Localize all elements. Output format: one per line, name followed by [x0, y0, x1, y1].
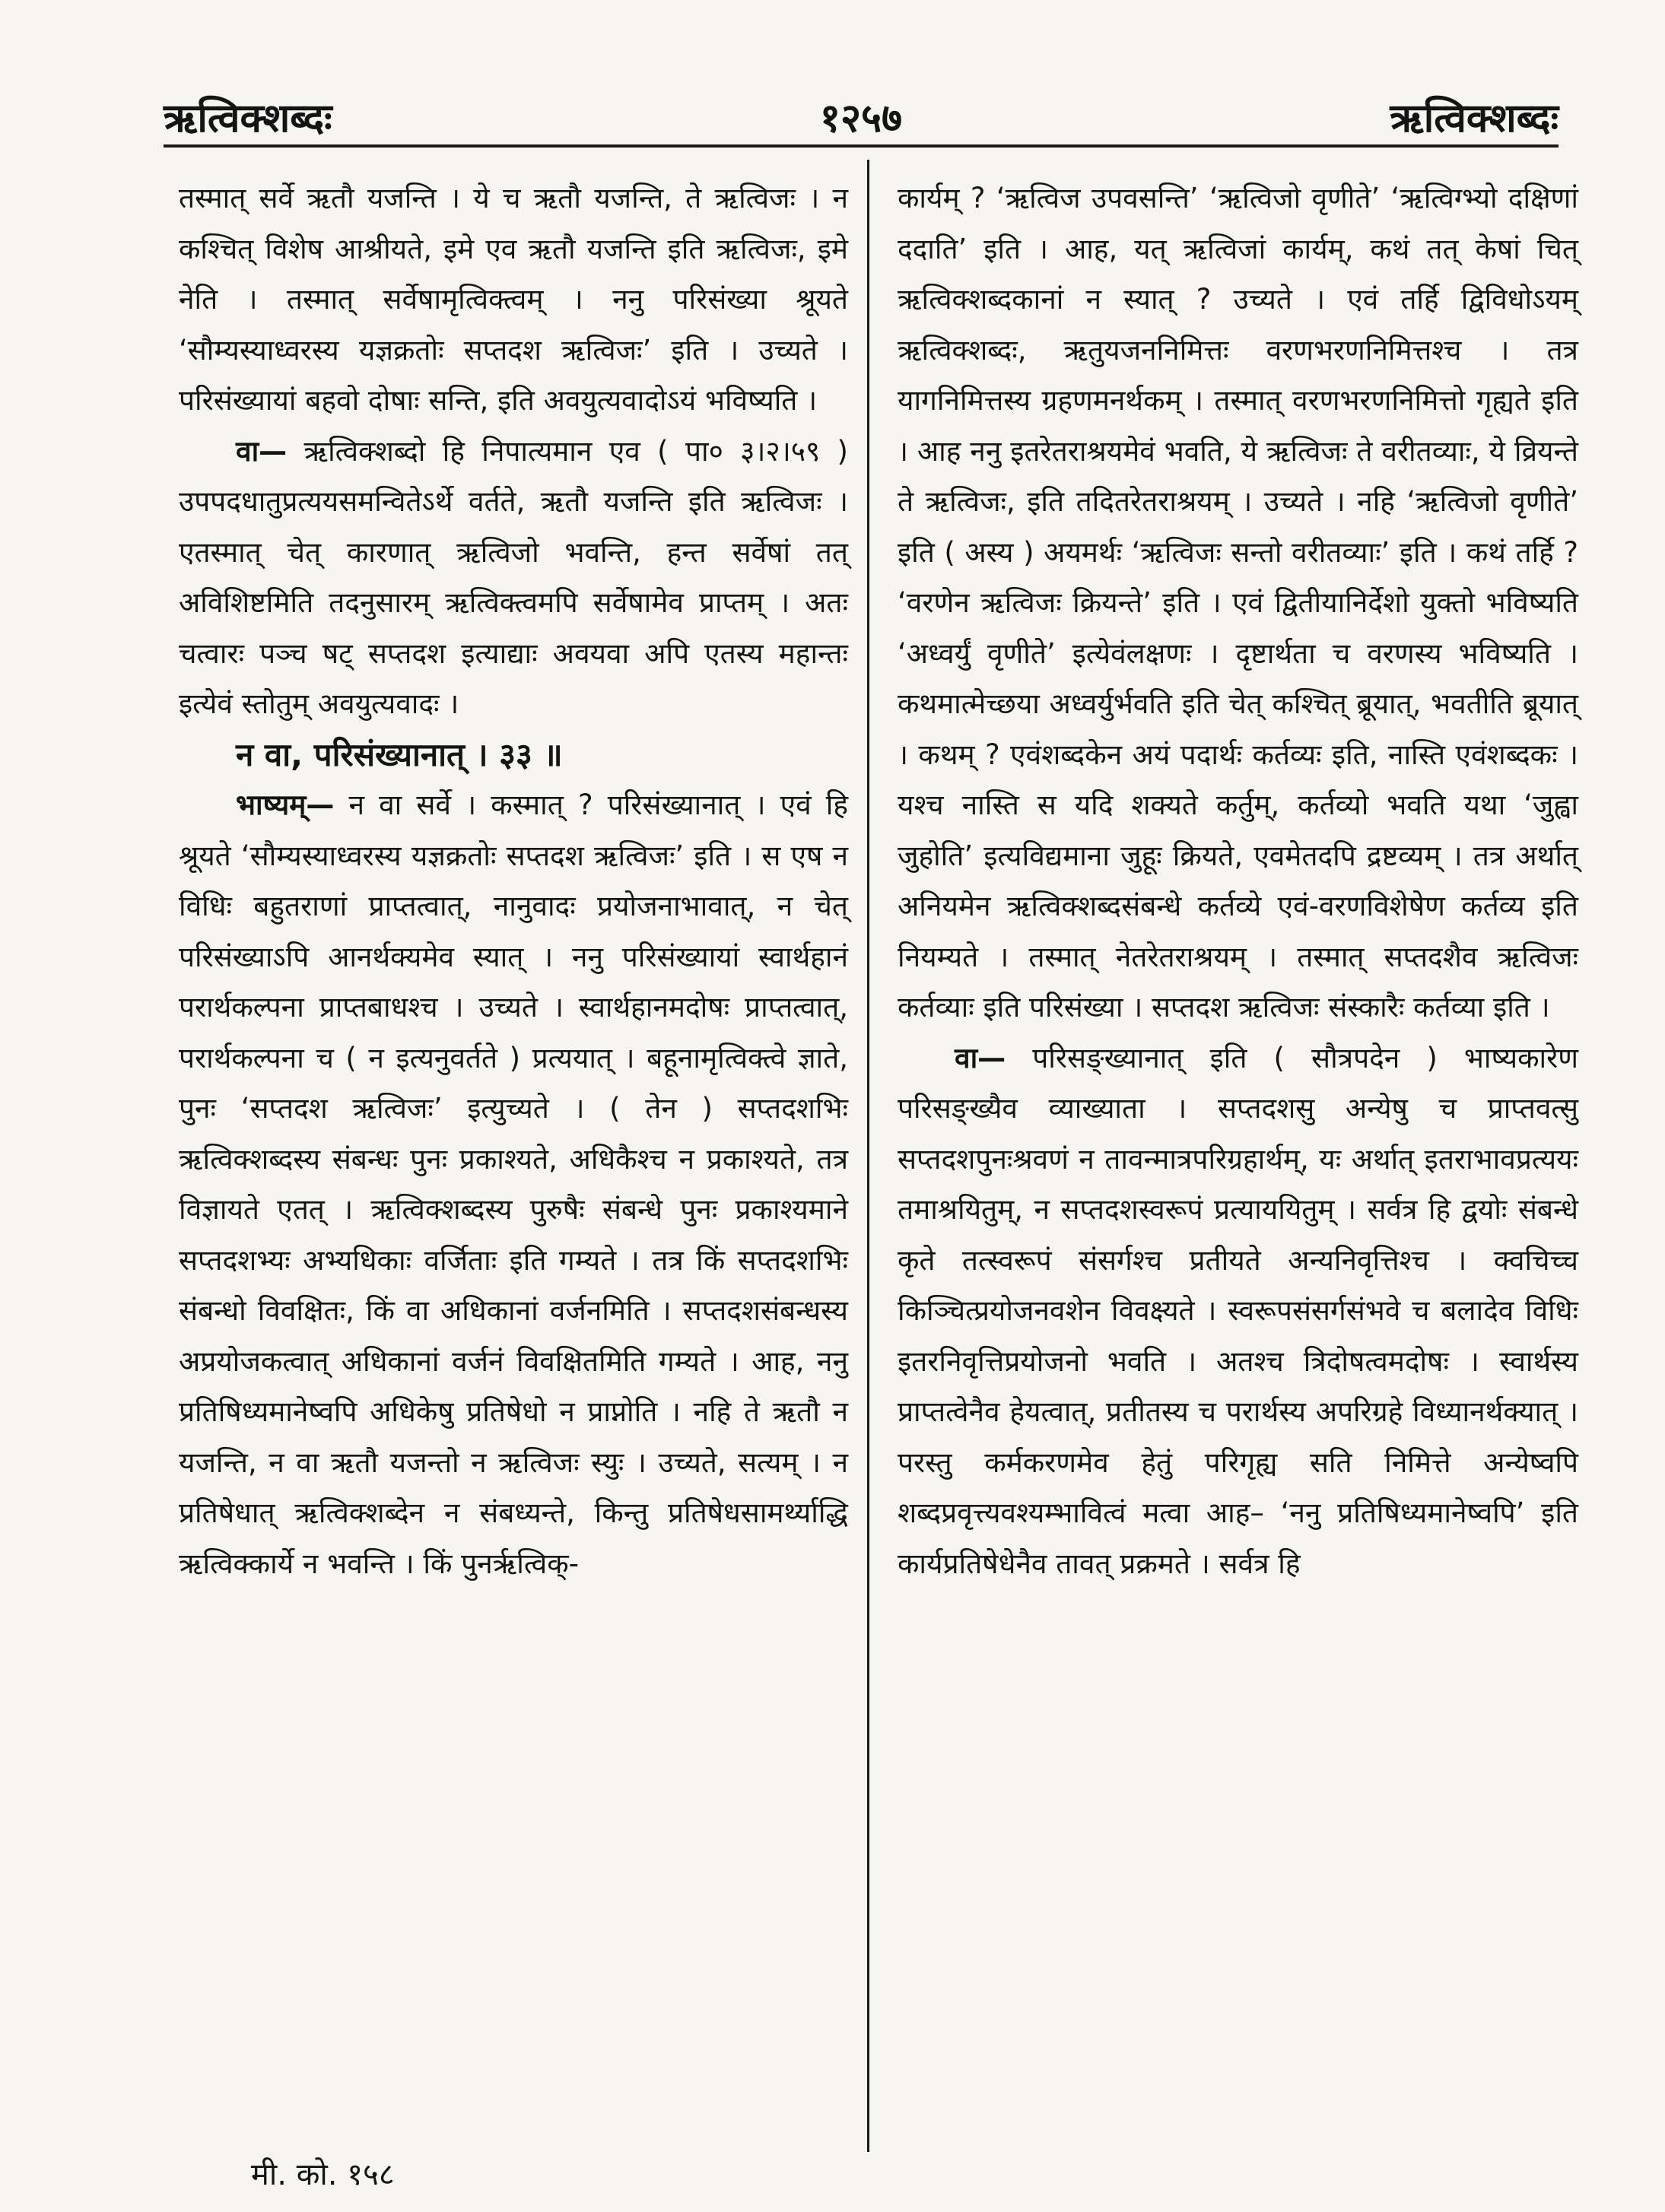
paragraph-text: न वा सर्वे । कस्मात् ? परिसंख्यानात् । एवं हि श्रूयते ‘सौम्यस्याध्वरस्य यज्ञक्रतोः सप्तदश ऋत्विजः’ इति । स एष न विधिः बहुतराणां प्राप्तत्वात्, नानुवादः प्रयोजनाभावात्, न चेत् परिसंख्याऽपि आनर्थक्यमेव स्यात् । ननु परिसंख्यायां स्वार्थहानं परार्थकल्पना प्राप्तबाधश्च । उच्यते । स्वार्थहानमदोषः प्राप्तत्वात्, परार्थकल्पना च ( न इत्यनुवर्तते ) प्रत्ययात् । बहूनामृत्विक्त्वे ज्ञाते, पुनः ‘सप्तदश ऋत्विजः’ इत्युच्यते । ( तेन ) सप्तदशभिः ऋत्विक्शब्दस्य संबन्धः पुनः प्रकाश्यते, अधिकैश्च न प्रकाश्यते, तत्र विज्ञायते एतत् । ऋत्विक्शब्दस्य पुरुषैः संबन्धे पुनः प्रकाश्यमाने सप्तदशभ्यः अभ्यधिकाः वर्जिताः इति गम्यते । तत्र किं सप्तदशभिः संबन्धो विवक्षितः, किं वा अधिकानां वर्जनमिति । सप्तदशसंबन्धस्य अप्रयोजकत्वात् अधिकानां वर्जनं विवक्षितमिति गम्यते । आह, ननु प्रतिषिध्यमानेष्वपि अधिकेषु प्रतिषेधो न प्राप्नोति । नहि ते ऋतौ न यजन्ति, न वा ऋतौ यजन्तो न ऋत्विजः स्युः । उच्यते, सत्यम् । न प्रतिषेधात् ऋत्विक्शब्देन न संबध्यन्ते, किन्तु प्रतिषेधसामर्थ्याद्धि ऋत्विक्कार्ये न भवन्ति । किं पुनर्ऋत्विक्- [179, 789, 848, 1580]
paragraph [179, 173, 848, 427]
paragraph [898, 1033, 1578, 1590]
page-number: १२५७ [819, 96, 903, 141]
paragraph [179, 427, 848, 730]
paragraph-text: परिसङ्ख्यानात् इति ( सौत्रपदेन ) भाष्यकारेण परिसङ्ख्यैव व्याख्याता । सप्तदशसु अन्येषु च प्राप्तवत्सु सप्तदशपुनःश्रवणं न तावन्मात्रपरिग्रहार्थम्, यः अर्थात् इतराभावप्रत्ययः तमाश्रयितुम्, न सप्तदशस्वरूपं प्रत्याययितुम् । सर्वत्र हि द्वयोः संबन्धे कृते तत्स्वरूपं संसर्गश्च प्रतीयते अन्यनिवृत्तिश्च । क्वचिच्च किञ्चित्प्रयोजनवशेन विवक्ष्यते । स्वरूपसंसर्गसंभवे च बलादेव विधिः इतरनिवृत्तिप्रयोजनो भवति । अतश्च त्रिदोषत्वमदोषः । स्वार्थस्य प्राप्तत्वेनैव हेयत्वात्, प्रतीतस्य च परार्थस्य अपरिग्रहे विध्यानर्थक्यात् । परस्तु कर्मकरणमेव हेतुं परिगृह्य सति निमित्ते अन्येष्वपि शब्दप्रवृत्त्यवश्यम्भावित्वं मत्वा आह– ‘ननु प्रतिषिध्यमानेष्वपि’ इति कार्यप्रतिषेधेनैव तावत् प्रक्रमते । सर्वत्र हि [898, 1041, 1578, 1580]
paragraph-text: न वा, परिसंख्यानात् । ३३ ॥ [236, 735, 563, 773]
paragraph-text: तस्मात् सर्वे ऋतौ यजन्ति । ये च ऋतौ यजन्ति, ते ऋत्विजः । न कश्चित् विशेष आश्रीयते, इमे एव ऋतौ यजन्ति इति ऋत्विजः, इमे नेति । तस्मात् सर्वेषामृत्विक्त्वम् । ननु परिसंख्या श्रूयते ‘सौम्यस्याध्वरस्य यज्ञक्रतोः सप्तदश ऋत्विजः’ इति । उच्यते । परिसंख्यायां बहवो दोषाः सन्ति, इति अवयुत्यवादोऽयं भविष्यति । [179, 182, 848, 417]
paragraph [179, 780, 848, 1589]
paragraph-label: वा— [955, 1041, 1006, 1074]
column-divider [867, 160, 869, 2152]
paragraph-text: ऋत्विक्शब्दो हि निपात्यमान एव ( पा० ३।२।५९ ) उपपदधातुप्रत्ययसमन्वितेऽर्थे वर्तते, ऋतौ यजन्ति इति ऋत्विजः । एतस्मात् चेत् कारणात् ऋत्विजो भवन्ति, हन्त सर्वेषां तत् अविशिष्टमिति तदनुसारम् ऋत्विक्त्वमपि सर्वेषामेव प्राप्तम् । अतः चत्वारः पञ्च षट् सप्तदश इत्याद्याः अवयवा अपि एतस्य महान्तः इत्येवं स्तोतुम् अवयुत्यवादः । [179, 434, 848, 720]
header-rule [164, 144, 1559, 148]
signature-footer: मी. को. १५८ [251, 2157, 395, 2192]
sutra-line [179, 730, 848, 781]
paragraph-label: भाष्यम्— [236, 789, 335, 821]
header-left-title: ऋत्विक्शब्दः [164, 96, 332, 141]
running-header [164, 90, 1559, 143]
paragraph [898, 173, 1578, 1033]
right-column [898, 173, 1578, 1589]
paragraph-text: कार्यम् ? ‘ऋत्विज उपवसन्ति’ ‘ऋत्विजो वृणीते’ ‘ऋत्विग्भ्यो दक्षिणां ददाति’ इति । आह, यत् ऋत्विजां कार्यम्, कथं तत् केषां चित् ऋत्विक्शब्दकानां न स्यात् ? उच्यते । एवं तर्हि द्विविधोऽयम् ऋत्विक्शब्दः, ऋतुयजननिमित्तः वरणभरणनिमित्तश्च । तत्र यागनिमित्तस्य ग्रहणमनर्थकम् । तस्मात् वरणभरणनिमित्तो गृह्यते इति । आह ननु इतरेतराश्रयमेवं भवति, ये ऋत्विजः ते वरीतव्याः, ये व्रियन्ते ते ऋत्विजः, इति तदितरेतराश्रयम् । उच्यते । नहि ‘ऋत्विजो वृणीते’ इति ( अस्य ) अयमर्थः ‘ऋत्विजः सन्तो वरीतव्याः’ इति । कथं तर्हि ? ‘वरणेन ऋत्विजः क्रियन्ते’ इति । एवं द्वितीयानिर्देशो युक्तो भविष्यति ‘अध्वर्युं वृणीते’ इत्येवंलक्षणः । दृष्टार्थता च वरणस्य भविष्यति । कथमात्मेच्छया अध्वर्युर्भवति इति चेत् कश्चित् ब्रूयात्, भवतीति ब्रूयात् । कथम् ? एवंशब्दकेन अयं पदार्थः कर्तव्यः इति, नास्ति एवंशब्दकः । यश्च नास्ति स यदि शक्यते कर्तुम्, कर्तव्यो भवति यथा ‘जुह्वा जुहोति’ इत्यविद्यमाना जुहूः क्रियते, एवमेतदपि द्रष्टव्यम् । तत्र अर्थात् अनियमेन ऋत्विक्शब्दसंबन्धे कर्तव्ये एवं-वरणविशेषेण कर्तव्य इति नियम्यते । तस्मात् नेतरेतराश्रयम् । तस्मात् सप्तदशैव ऋत्विजः कर्तव्याः इति परिसंख्या । सप्तदश ऋत्विजः संस्कारैः कर्तव्या इति । [898, 182, 1578, 1023]
left-column [179, 173, 848, 1589]
paragraph-label: वा— [236, 434, 288, 468]
header-right-title: ऋत्विक्शब्दः [1390, 96, 1559, 141]
